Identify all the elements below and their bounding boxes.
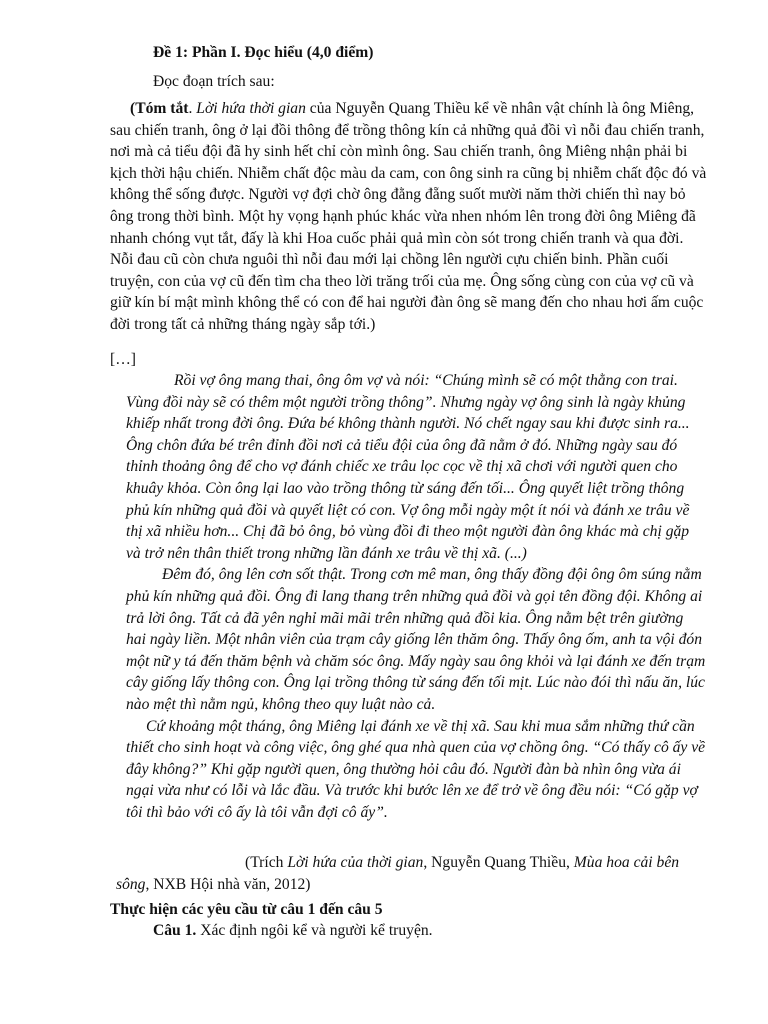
source-collection-b: sông [116, 875, 146, 893]
summary-work-title: Lời hứa thời gian [196, 100, 306, 117]
summary-paragraph [110, 98, 710, 336]
reading-instruction: Đọc đoạn trích sau: [153, 73, 275, 90]
excerpt-block [126, 370, 706, 823]
source-prefix: (Trích [245, 854, 288, 871]
question-1 [153, 920, 433, 942]
excerpt-paragraph-3: Cứ khoảng một tháng, ông Miêng lại đánh xe về thị xã. Sau khi mua sắm những thứ cần thiết cho sinh hoạt và công việc, ông ghé qua nhà quen của vợ chồng ông. “Có thấy cô ấy về đây không?” Khi gặp người quen, ông thường hỏi câu đó. Người đàn bà nhìn ông vừa ái ngại vừa như có lỗi và lắc đầu. Và trước khi bước lên xe để trở về ông đều nói: “Có gặp vợ tôi thì bảo với cô ấy là tôi vẫn đợi cô ấy”. [126, 717, 706, 821]
source-collection-a: Mùa hoa cải bên [573, 854, 680, 871]
task-instruction: Thực hiện các yêu cầu từ câu 1 đến câu 5 [110, 901, 383, 918]
summary-label: (Tóm tắt [130, 100, 189, 117]
excerpt-paragraph-2: Đêm đó, ông lên cơn sốt thật. Trong cơn mê man, ông thấy đồng đội ông ôm súng nằm phủ kín những quả đồi. Ông đi lang thang trên những quả đồi và gọi tên đồng đội. Không ai trả lời ông. Tất cả đã yên nghỉ mãi mãi trên những quả đồi kia. Ông nằm bệt trên giường hai ngày liền. Một nhân viên của trạm cây giống lên thăm ông. Thấy ông ốm, anh ta vội đón một nữ y tá đến thăm bệnh và chăm sóc ông. Mấy ngày sau ông khỏi và lại đánh xe đến trạm cây giống lấy thông con. Ông lại trồng thông từ sáng đến tối mịt. Lúc nào đói thì nấu ăn, lúc nào mệt thì nằm ngủ, không theo quy luật nào cả. [126, 566, 706, 713]
excerpt-paragraph-1: Rồi vợ ông mang thai, ông ôm vợ và nói: “Chúng mình sẽ có một thằng con trai. Vùng đồi này sẽ có thêm một người trồng thông”. Nhưng ngày vợ ông sinh là ngày khủng khiếp nhất trong đời ông. Đứa bé không thành người. Nó chết ngay sau khi được sinh ra... Ông chôn đứa bé trên đỉnh đồi nơi cả tiểu đội của ông đã nằm ở đó. Những ngày sau đó thỉnh thoảng ông để cho vợ đánh chiếc xe trâu lọc cọc về thị xã chơi với người quen cho khuây khỏa. Còn ông lại lao vào trồng thông từ sáng đến tối... Ông quyết liệt trồng thông phủ kín những quả đồi và quyết liệt có con. Vợ ông mỗi ngày một ít nói và đánh xe trâu về thị xã nhiều hơn... Chị đã bỏ ông, bỏ vùng đồi đi theo một người đàn ông khác mà chị gặp và trở nên thân thiết trong những lần đánh xe trâu về thị xã. (...) [126, 372, 690, 562]
section-title: Đề 1: Phần I. Đọc hiểu (4,0 điểm) [153, 44, 374, 61]
source-author: , Nguyễn Quang Thiều, [423, 854, 574, 871]
summary-text: của Nguyễn Quang Thiều kể về nhân vật chính là ông Miêng, sau chiến tranh, ông ở lại đồi thông để trồng thông kín cả những quả đồi vì nỗi đau chiến tranh, nơi mà cả tiểu đội đã hy sinh hết chỉ còn mình ông. Sau chiến tranh, ông Miêng nhận phải bi kịch thời hậu chiến. Nhiễm chất độc màu da cam, con ông sinh ra cũng bị nhiễm chất độc đó và không thể sống được. Người vợ đợi chờ ông đằng đẵng suốt mười năm thời chiến thì nay bỏ ông trong thời bình. Một hy vọng hạnh phúc khác vừa nhen nhóm lên trong đời ông Miêng đã nhanh chóng vụt tắt, đấy là khi Hoa cuốc phải quả mìn còn sót trong chiến tranh và qua đời. Nỗi đau cũ còn chưa nguôi thì nỗi đau mới lại chồng lên người cựu chiến binh. Phần cuối truyện, con của vợ cũ đến tìm cha theo lời trăng trối của mẹ. Ông sống cùng con của vợ cũ và giữ kín bí mật mình không thể có con để hai người đàn ông sẽ mang đến cho nhau hơi ấm cuộc đời trong tất cả những tháng ngày sắp tới.) [110, 100, 707, 333]
source-publisher: , NXB Hội nhà văn, 2012) [145, 875, 311, 893]
question-1-text: Xác định ngôi kể và người kể truyện. [196, 922, 433, 939]
question-1-label: Câu 1. [153, 922, 197, 939]
source-citation [116, 852, 716, 895]
source-work-title: Lời hứa của thời gian [287, 854, 424, 871]
omission-mark: […] [110, 351, 136, 368]
summary-punct: . [188, 100, 197, 117]
